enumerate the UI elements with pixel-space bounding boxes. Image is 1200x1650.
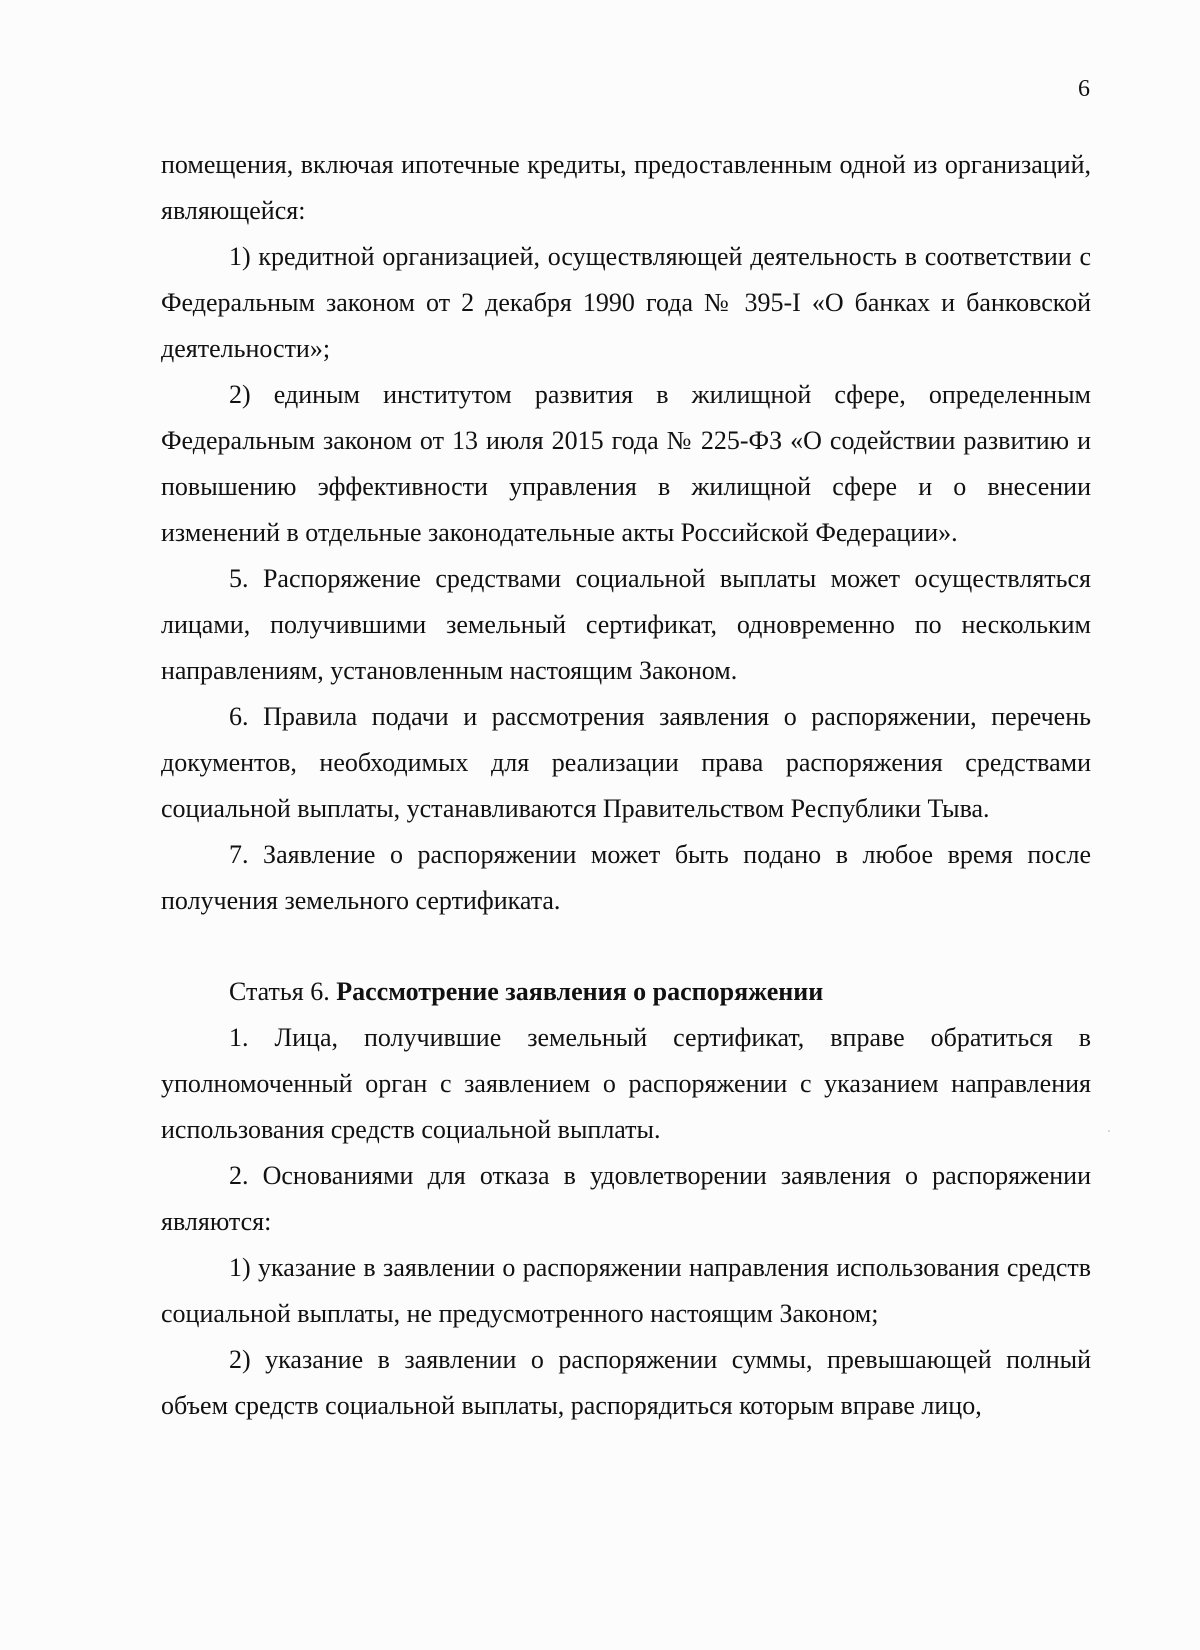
article-prefix: Статья 6. [229,977,337,1006]
document-body [161,142,1091,1429]
paragraph: 1) указание в заявлении о распоряжении направления использования средств социальной выплаты, не предусмотренного настоящим Законом; [161,1253,1091,1328]
paragraph: 1. Лица, получившие земельный сертификат, вправе обратиться в уполномоченный орган с заявлением о распоряжении с указанием направления использования средств социальной выплаты. [161,1023,1091,1144]
article-title: Рассмотрение заявления о распоряжении [336,977,824,1006]
paragraph: 2) указание в заявлении о распоряжении суммы, превышающей полный объем средств социальной выплаты, распорядиться которым вправе лицо, [161,1345,1091,1420]
paragraph: 1) кредитной организацией, осуществляющей деятельность в соответствии с Федеральным законом от 2 декабря 1990 года № 395-I «О банках и банковской деятельности»; [161,242,1091,363]
paragraph: 5. Распоряжение средствами социальной выплаты может осуществляться лицами, получившими земельный сертификат, одновременно по нескольким направлениям, установленным настоящим Законом. [161,564,1091,685]
scan-artifact [1108,1130,1110,1132]
paragraph: 6. Правила подачи и рассмотрения заявления о распоряжении, перечень документов, необходимых для реализации права распоряжения средствами социальной выплаты, устанавливаются Правительством Республики Тыва. [161,702,1091,823]
paragraph: 2) единым институтом развития в жилищной сфере, определенным Федеральным законом от 13 июля 2015 года № 225-ФЗ «О содействии развитию и повышению эффективности управления в жилищной сфере и о внесении изменений в отдельные законодательные акты Российской Федерации». [161,380,1091,547]
paragraph: 7. Заявление о распоряжении может быть подано в любое время после получения земельного сертификата. [161,840,1091,915]
paragraph: 2. Основаниями для отказа в удовлетворении заявления о распоряжении являются: [161,1161,1091,1236]
paragraph: помещения, включая ипотечные кредиты, предоставленным одной из организаций, являющейся: [161,150,1091,225]
article-heading [161,969,1091,1015]
page-number: 6 [1078,76,1090,102]
